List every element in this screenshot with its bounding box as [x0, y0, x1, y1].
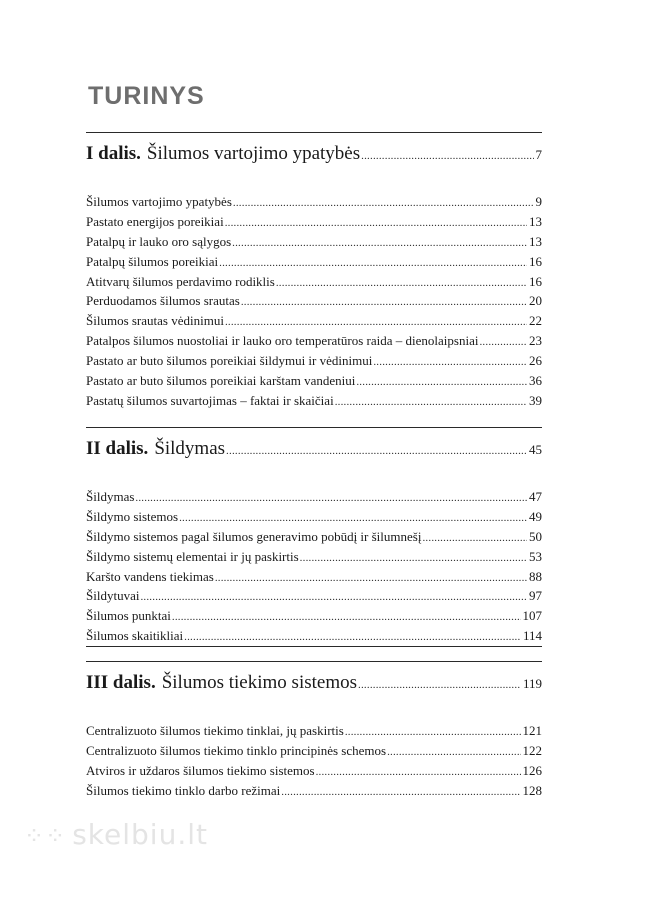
part-title: Šilumos tiekimo sistemos [161, 672, 358, 693]
entry-label: Patalpų šilumos poreikiai [86, 253, 219, 269]
entry-label: Pastato energijos poreikiai [86, 213, 224, 229]
entry-page: 49 [529, 508, 542, 524]
dot-leader [215, 569, 527, 589]
entry-label: Perduodamos šilumos srautas [86, 293, 240, 309]
entry-label: Pastato ar buto šilumos poreikiai karštam vandeniui [86, 373, 356, 389]
entry-page: 50 [529, 528, 542, 544]
entry-page: 16 [529, 273, 542, 289]
toc-entry[interactable] [86, 291, 542, 311]
entry-label: Šildymo sistemų elementai ir jų paskirtis [86, 548, 299, 564]
part-number: III dalis. [86, 672, 156, 693]
toc-entry[interactable] [86, 351, 542, 371]
entry-page: 22 [529, 313, 542, 329]
dot-leader [232, 234, 527, 254]
toc-entry[interactable] [86, 527, 542, 547]
toc-entry[interactable] [86, 567, 542, 587]
entry-label: Atviros ir uždaros šilumos tiekimo sistemos [86, 762, 315, 778]
dot-leader [300, 549, 527, 569]
part-page: 45 [529, 442, 542, 457]
entry-page: 121 [522, 723, 542, 738]
dot-leader [373, 353, 527, 373]
toc-entry[interactable] [86, 272, 542, 292]
toc-entry[interactable] [86, 507, 542, 527]
toc-entry[interactable] [86, 391, 542, 411]
part-heading[interactable] [86, 662, 542, 702]
part-heading[interactable] [86, 428, 542, 468]
entry-page: 114 [522, 628, 542, 644]
part-page: 119 [522, 676, 542, 691]
toc-entry[interactable] [86, 487, 542, 507]
entry-page: 13 [529, 233, 542, 249]
entry-label: Patalpos šilumos nuostoliai ir lauko oro temperatūros raida – dienolaipsniai [86, 333, 479, 349]
toc-entry[interactable] [86, 721, 542, 741]
entry-page: 107 [522, 608, 542, 624]
entry-list [86, 721, 542, 801]
entry-page: 36 [529, 373, 542, 389]
entry-label: Šilumos srautas vėdinimui [86, 313, 224, 329]
toc-entry[interactable] [86, 192, 542, 212]
toc-entry[interactable] [86, 252, 542, 272]
entry-label: Šildytuvai [86, 588, 140, 604]
entry-label: Šildymo sistemos [86, 508, 179, 524]
part-number: II dalis. [86, 438, 149, 459]
toc-entry[interactable] [86, 331, 542, 351]
entry-list [86, 192, 542, 411]
entry-page: 26 [529, 353, 542, 369]
dot-leader [358, 679, 521, 691]
dot-leader [226, 445, 527, 457]
toc-entry[interactable] [86, 606, 542, 626]
entry-label: Karšto vandens tiekimas [86, 568, 214, 584]
dot-leader [184, 628, 521, 648]
entry-page: 126 [522, 762, 542, 778]
toc-entry[interactable] [86, 212, 542, 232]
entry-label: Šildymas [86, 489, 135, 504]
watermark [24, 818, 208, 851]
dot-leader [479, 333, 527, 353]
entry-label: Šilumos punktai [86, 608, 171, 624]
entry-page: 16 [529, 253, 542, 269]
toc-part-3 [86, 661, 542, 801]
dot-leader [225, 214, 527, 234]
toc-entry[interactable] [86, 761, 542, 781]
dot-leader [140, 588, 527, 608]
toc-entry[interactable] [86, 232, 542, 252]
dot-leader [387, 743, 520, 763]
toc-entry[interactable] [86, 626, 542, 647]
entry-page: 88 [529, 568, 542, 584]
dot-leader [316, 763, 521, 783]
toc-entry[interactable] [86, 311, 542, 331]
entry-label: Centralizuoto šilumos tiekimo tinklai, jų paskirtis [86, 723, 344, 738]
dot-leader [335, 393, 527, 413]
entry-page: 122 [522, 742, 542, 758]
dot-leader [241, 293, 527, 313]
entry-page: 23 [529, 333, 542, 349]
part-page: 7 [535, 147, 542, 162]
dot-leader [233, 194, 534, 214]
entry-label: Pastatų šilumos suvartojimas – faktai ir skaičiai [86, 392, 334, 408]
entry-page: 20 [529, 293, 542, 309]
dot-leader [135, 489, 527, 509]
toc-entry[interactable] [86, 741, 542, 761]
dots-icon: ⁘⁘ [24, 822, 67, 850]
part-heading[interactable] [86, 133, 542, 173]
entry-label: Šilumos vartojimo ypatybės [86, 194, 232, 209]
dot-leader [281, 783, 520, 803]
entry-list [86, 487, 542, 647]
toc-entry[interactable] [86, 547, 542, 567]
toc-title: TURINYS [88, 82, 205, 110]
entry-label: Šildymo sistemos pagal šilumos generavimo pobūdį ir šilumnešį [86, 528, 422, 544]
entry-page: 53 [529, 548, 542, 564]
dot-leader [422, 529, 527, 549]
entry-page: 39 [529, 392, 542, 408]
entry-page: 13 [529, 213, 542, 229]
toc-entry[interactable] [86, 586, 542, 606]
part-number: I dalis. [86, 143, 141, 164]
toc-part-1 [86, 132, 542, 411]
dot-leader [276, 274, 527, 294]
part-title: Šilumos vartojimo ypatybės [146, 143, 361, 164]
entry-page: 128 [522, 782, 542, 798]
entry-label: Pastato ar buto šilumos poreikiai šildymui ir vėdinimui [86, 353, 373, 369]
toc-part-2 [86, 427, 542, 647]
toc-entry[interactable] [86, 371, 542, 391]
entry-label: Šilumos tiekimo tinklo darbo režimai [86, 782, 281, 798]
dot-leader [172, 608, 521, 628]
dot-leader [361, 150, 533, 162]
dot-leader [356, 373, 527, 393]
entry-page: 97 [529, 588, 542, 604]
watermark-text: skelbiu.lt [72, 818, 208, 851]
entry-label: Centralizuoto šilumos tiekimo tinklo principinės schemos [86, 742, 387, 758]
toc-entry[interactable] [86, 781, 542, 801]
part-title: Šildymas [154, 438, 226, 459]
entry-label: Šilumos skaitikliai [86, 628, 184, 644]
entry-page: 47 [529, 489, 542, 504]
entry-label: Atitvarų šilumos perdavimo rodiklis [86, 273, 275, 289]
entry-page: 9 [535, 194, 542, 209]
entry-label: Patalpų ir lauko oro sąlygos [86, 233, 232, 249]
